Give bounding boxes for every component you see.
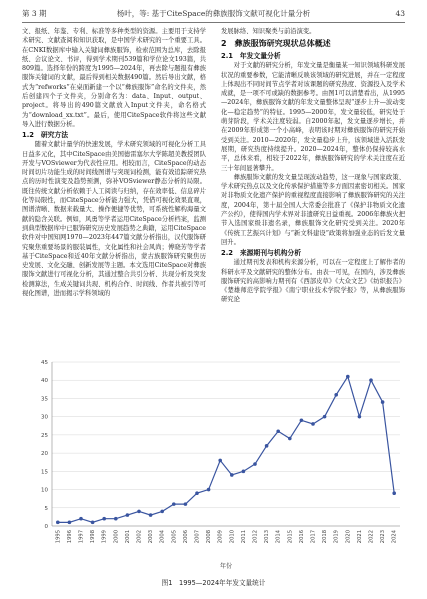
x-tick-label: 2019 (333, 530, 340, 544)
x-tick-label: 2023 (380, 530, 387, 544)
y-tick-label: 40 (41, 378, 48, 385)
x-tick-label: 2018 (322, 530, 329, 544)
y-tick-label: 35 (41, 396, 48, 403)
x-tick-label: 2020 (345, 530, 352, 544)
data-point (114, 517, 118, 521)
x-tick-label: 1996 (66, 530, 73, 544)
data-point (91, 521, 95, 525)
x-tick-label: 2010 (229, 530, 236, 544)
x-tick-label: 2011 (240, 530, 247, 544)
data-point (68, 521, 72, 525)
x-tick-label: 2001 (124, 530, 131, 544)
x-tick-label: 1997 (78, 530, 85, 544)
section-heading-2: 2 彝族服饰研究现状总体概述 (221, 39, 331, 49)
y-tick-label: 15 (41, 469, 48, 476)
x-tick-label: 1998 (90, 530, 97, 544)
header-rule (22, 22, 405, 23)
data-point (323, 415, 327, 419)
data-point (253, 462, 257, 466)
annual-output-paragraph: 对于文献的研究分析，年发文量是衡量某一知识领域科研发展状况的重要参数，它能清晰反映该领域的研究进展，并在一定程度上体现出不同时间节点学者对该课题的研究热度、资源投入及学术成就，是一项不可或缺的数据参考。由图1可以清楚看出，从1995—2024年，彝族服饰文献的年发文量整体呈现“逐步上升—波动变化—稳定趋势”的特征。1995—2000年，发文量较低，研究处于萌芽阶段，学术关注度较弱。自2000年起，发文量逐步增长，并在2009年形成第一个小高峰，表明该时期对彝族服饰的研究开始受到关注。2010—2020年，发文量稳步上升，该领域进入活跃发展期，研究热度持续提升。2020—2024年，整体仍保持较高水平，总体来看，相较于2022年，彝族服饰研究的学术关注度在近三十年间显著攀升。 (221, 62, 405, 172)
x-tick-label: 2015 (287, 530, 294, 544)
data-point (311, 422, 315, 426)
data-point (288, 437, 292, 441)
figure-caption: 图1 1995—2024年年发文量统计 (161, 579, 266, 587)
x-tick-label: 2000 (113, 530, 120, 544)
data-point (79, 517, 83, 521)
x-tick-label: 2006 (182, 530, 189, 544)
data-point (218, 459, 222, 463)
y-tick-label: 25 (41, 432, 48, 439)
data-point (230, 473, 234, 477)
x-tick-label: 2009 (217, 530, 224, 544)
data-point (207, 488, 211, 492)
x-tick-label: 1995 (55, 530, 62, 544)
y-tick-label: 20 (41, 451, 48, 458)
data-point (358, 415, 362, 419)
data-point (346, 375, 350, 379)
data-point (242, 470, 246, 474)
continuation-paragraph: 发展脉络、知识聚类与前沿演变。 (221, 28, 316, 35)
data-point (300, 419, 304, 423)
data-point (381, 400, 385, 404)
section-heading-2-2: 2.2 来源期刊与机构分析 (221, 249, 302, 258)
running-title: 杨叶，等: 基于CiteSpace的彝族服饰文献可视化计量分析 (116, 9, 311, 18)
x-tick-label: 2002 (136, 530, 143, 544)
data-point (126, 513, 130, 517)
y-tick-label: 10 (41, 487, 48, 494)
data-point (392, 491, 396, 495)
x-tick-label: 2017 (310, 530, 317, 544)
data-point (276, 429, 280, 433)
policy-paragraph: 彝族服饰文献的发文量呈现波动趋势，这一现象与国家政策、学术研究热点以及文化传承保护措施等多方面因素密切相关。国家对非物质文化遗产保护的重视程度直接影响了彝族服饰研究的关注度，2004年，第十届全国人大常委会批准了《保护非物质文化遗产公约》，使得国内学术界对非遗研究日益重视。2006年彝族火把节入选国家级非遗名录，彝族服饰文化研究受到关注。2020年《传统工艺振兴计划》与“新文科建设”政策将加强业态的后发文量回升。 (221, 173, 405, 246)
y-tick-label: 0 (44, 524, 48, 530)
section-heading-1-2: 1.2 研究方法 (22, 131, 69, 140)
right-column (221, 27, 405, 305)
x-tick-label: 2003 (148, 530, 155, 544)
data-point (160, 510, 164, 514)
x-axis-title: 年份 (219, 563, 233, 570)
method-paragraph: 随着文献计量学的快速发展，学术研究领域的可视化分析工具日益多元化，其中CiteSpace由美国德雷塞尔大学陈超美教授团队开发与VOSviewer为代表性应用。相较而言，CiteSpace的动态时间切片功能生成的时间线图谱与突现词检测，能有效追踪研究热点的历时性演变及趋势预测，弥补VOSviewer静态分析的局限。既往传统文献分析依赖于人工阅读与归纳，存在效率低、信息碎片化等局限性，而CiteSpace分析能力强大，凭借可视化效果直观，图谱清晰、数据来载量大、操作便捷等优势，可系统性解构海量文献的隐含关联。例如，风勇等学者运用CiteSpace分析档案，监测到典型数据库中已服饰研究历史发展趋势之典籍，运用CiteSpace软件对中国知网1970—2023年447篇文献分析指出，汉代服饰研究聚焦重要场景的服装属性，文化属性和社会风尚；傅晓芳等学者基于CiteSpace和近40年文献分析指出，蒙古族服饰研究聚焦历史发展、文化交融、创新发展等主题。本文选用CiteSpace对彝族服饰文献进行可视化分析，其通过整合共引分析、共现分析及突发检测算法，生成关键词共现、机构合作、时间线、作者共被引等可视化图谱，进而揭示学科领域的 (22, 141, 206, 298)
page-number: 43 (395, 9, 405, 18)
left-column (22, 27, 206, 298)
data-point (184, 502, 188, 506)
y-tick-label: 30 (41, 414, 48, 421)
x-tick-label: 2024 (391, 530, 398, 544)
annual-publications-line-chart (28, 356, 408, 572)
data-source-paragraph: 文、报纸、年鉴、专利、标准等多种类型的资源。主要用于支持学术研究、文献查阅和知识获取，是中国学术研究的一个重要工具。在CNKI数据库中输入关键词彝族服饰，检索范围为总库，去除报纸、会议论文、书评，得到学术期刊539篇和学位论文193篇，共809篇。选择年份的跨度为1995—2024年，再去除与题报有彝族服饰关键词的文献，最后得到相关数据490篇。然后导出文献，格式为“refworks”在桌面新建一个以“彝族服饰”命名的文件夹，然后创建四个子文件夹，分别命名为：data、Input、output、project。将导出的490篇文献放入Input文件夹，命名格式为“download_xx.txt”。最后，使用CiteSpace软件将这些文献导入进行数据分析。 (22, 28, 206, 128)
data-point (56, 521, 60, 525)
data-point (265, 444, 269, 448)
section-heading-2-1: 2.1 年发文量分析 (221, 52, 281, 61)
x-tick-label: 2012 (252, 530, 259, 544)
data-point (149, 513, 153, 517)
x-tick-label: 2014 (275, 530, 282, 544)
x-tick-label: 2007 (194, 530, 201, 544)
y-tick-label: 45 (41, 360, 48, 366)
x-tick-label: 1999 (101, 530, 108, 544)
data-point (334, 393, 338, 397)
x-tick-label: 2005 (171, 530, 178, 544)
journal-paragraph: 通过期刊发表和机构来源分析，可以在一定程度上了解作者的科研水平及文献研究的整体分布。由表一可见，在国内，涉及彝族服饰研究的高影响力期刊有《西部皮草》《大众文艺》《纺织报告》《楚雄师范学院学报》《南宁职业技术学院学报》等，从彝族服饰研究论 (221, 259, 405, 304)
x-tick-label: 2008 (206, 530, 213, 544)
data-point (137, 510, 141, 514)
x-tick-label: 2013 (264, 530, 271, 544)
data-point (172, 502, 176, 506)
x-tick-label: 2016 (298, 530, 305, 544)
data-point (102, 517, 106, 521)
running-header (0, 0, 427, 26)
issue-number: 第 3 期 (22, 9, 47, 18)
data-point (369, 378, 373, 382)
data-point (195, 491, 199, 495)
x-tick-label: 2022 (368, 530, 375, 544)
y-tick-label: 5 (44, 505, 48, 512)
x-tick-label: 2004 (159, 530, 166, 544)
x-tick-label: 2021 (356, 530, 363, 544)
